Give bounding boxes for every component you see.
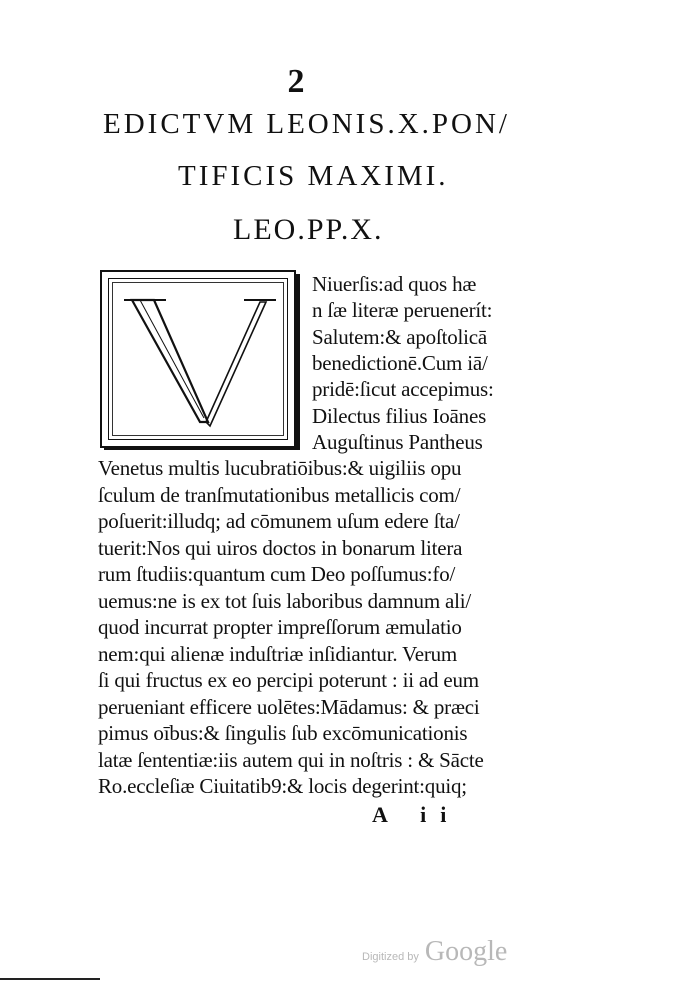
body-line: Salutem:& apoſtolicā [312, 325, 488, 349]
decorated-initial [100, 270, 296, 448]
page-number: 2 [287, 63, 305, 100]
body-line: pridē:ſicut accepimus: [312, 377, 494, 401]
body-line: tuerit:Nos qui uiros doctos in bonarum litera [98, 536, 463, 560]
body-line: n ſæ literæ peruenerít: [312, 298, 493, 322]
body-line: rum ſtudiis:quantum cum Deo poſſumus:fo/ [98, 562, 456, 586]
body-line: nem:qui alienæ induſtriæ inſidiantur. Verum [98, 642, 458, 666]
initial-letter-v-icon [120, 286, 280, 436]
initial-frame-shadow-bottom [104, 446, 300, 450]
google-logo: Google [424, 936, 508, 967]
body-line: perueniant efficere uolētes:Mādamus: & præci [98, 695, 480, 719]
body-line: uemus:ne is ex tot ſuis laboribus damnum ali/ [98, 589, 472, 613]
body-line: Auguſtinus Pantheus [312, 430, 483, 454]
edict-title-line-1: EDICTVM LEONIS.X.PON/ [103, 108, 510, 140]
body-line: Niuerſis:ad quos hæ [312, 272, 477, 296]
edict-title-line-3: LEO.PP.X. [233, 213, 384, 246]
body-line: quod incurrat propter impreſſorum æmulatio [98, 615, 462, 639]
signature-mark: A ii [372, 802, 461, 827]
initial-frame-shadow-right [296, 274, 300, 450]
digitization-watermark [362, 936, 507, 968]
body-line: Venetus multis lucubratiōibus:& uigiliis opu [98, 456, 462, 480]
body-line: Ro.eccleſiæ Ciuitatib9:& locis degerint:quiq; [98, 774, 467, 798]
body-line: pimus oībus:& ſingulis ſub excōmunicationis [98, 721, 468, 745]
body-line: ſculum de tranſmutationibus metallicis com/ [98, 483, 461, 507]
edict-title-line-2: TIFICIS MAXIMI. [178, 160, 449, 192]
body-line: latæ ſententiæ:iis autem qui in noſtris : & Sācte [98, 748, 484, 772]
watermark-prefix: Digitized by [362, 951, 419, 963]
body-line: poſuerit:illudq; ad cōmunem uſum edere ſta/ [98, 509, 460, 533]
body-line: Dilectus filius Ioānes [312, 404, 487, 428]
page-edge-line [0, 978, 100, 980]
body-line: ſi qui fructus ex eo percipi poterunt : ii ad eum [98, 668, 479, 692]
body-line: benedictionē.Cum iā/ [312, 351, 488, 375]
